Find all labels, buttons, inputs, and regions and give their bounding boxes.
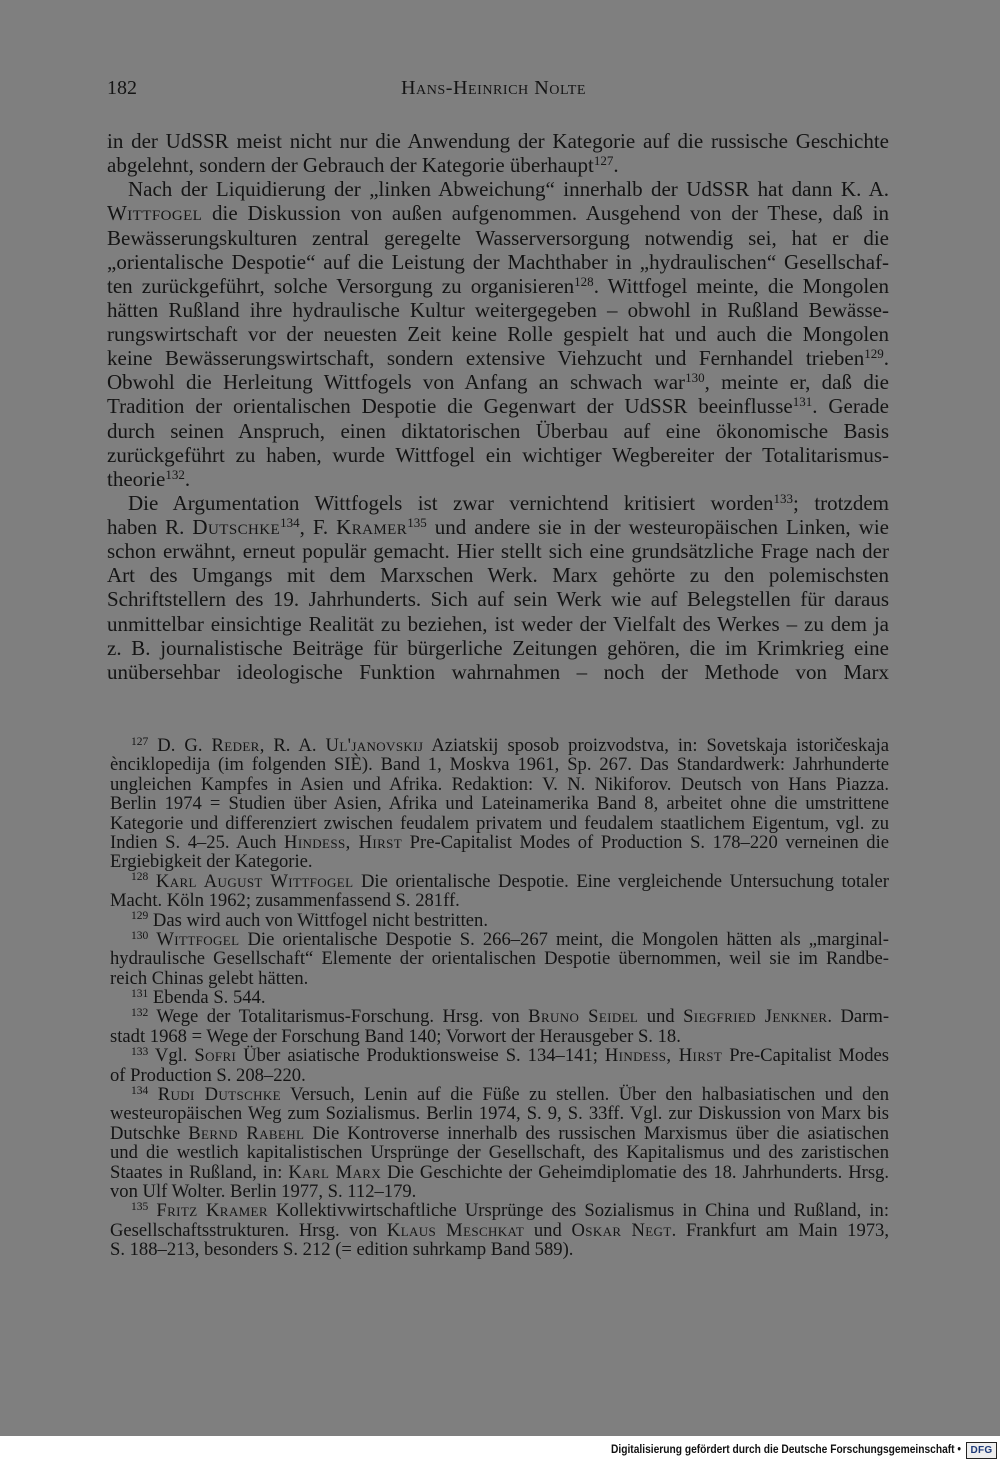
body-text [107,129,889,684]
line-content [107,129,889,153]
body-line [107,636,889,660]
dfg-logo-text: DFG [970,1445,993,1456]
line-content [107,660,889,684]
running-head-text: Hans-Heinrich Nolte [401,77,586,99]
small-caps-name: Dutschke [192,515,281,539]
small-caps-name: Kramer [336,515,408,539]
footnote-line [110,833,889,852]
line-content [107,515,889,539]
body-line [107,515,889,539]
funding-credit-text: Digitalisierung gefördert durch die Deutsche Forschungsgemeinschaft • [611,1444,961,1456]
body-line [107,612,889,636]
line-content [107,346,889,370]
line-content [131,1085,889,1104]
body-line [107,539,889,563]
line-content [131,988,266,1007]
dfg-logo [966,1442,997,1459]
body-line [107,346,889,370]
text-run: Die Geschichte der Geheimdiplomatie des 18. Jahrhunderts. Hrsg. [381,1161,890,1183]
footnote-line [110,1066,889,1085]
footnote-ref: 127 [593,152,614,168]
text-run: ènciklopedija (im folgenden SIÈ). Band 1, Moskva 1961, Sp. 267. Das Standardwerk: Jahrhunderte [110,754,889,776]
line-content [107,612,889,636]
line-content [110,969,308,988]
text-run: S. 188–213, besonders S. 212 (= edition suhrkamp Band 589). [110,1239,574,1261]
text-run: haben R. [107,515,193,539]
text-run: Die Kontroverse innerhalb des russischen Marxismus über die asiatischen [304,1122,889,1144]
text-run: und [524,1219,572,1241]
line-content [110,775,889,794]
small-caps-name: Hindess, Hirst [604,1045,723,1067]
footnote-ref: 129 [864,345,884,361]
line-content [128,491,889,515]
line-content [110,755,889,774]
small-caps-name: Hindess, Hirst [284,831,403,853]
text-run: of Production S. 208–220. [110,1064,306,1086]
footnote [110,1201,889,1259]
footnote-line [110,891,889,910]
line-content [107,467,190,491]
small-caps-name: Klaus Meschkat [386,1219,525,1241]
line-content [131,930,889,949]
line-content [107,563,889,587]
text-run: theorie [107,466,166,491]
small-caps-name: Wittfogel [156,928,240,950]
footnote-line [110,1201,889,1220]
line-content [110,794,889,813]
line-content [110,1143,889,1162]
footnote-line [110,911,889,930]
line-content [131,872,889,891]
line-content [110,1240,573,1259]
text-run: Aziatskij sposob proizvodstva, in: Sovetskaja istoričeskaja [423,735,890,756]
footnote-line [110,736,889,755]
text-run: , F. [299,515,337,539]
small-caps-name: Sofri [194,1045,237,1067]
line-content [107,394,889,418]
text-run: Schriftstellern des 19. Jahrhunderts. Sich auf sein Werk wie auf Belegstellen für daraus [107,587,889,612]
body-paragraph [107,491,889,684]
line-content [110,1104,889,1123]
line-content [107,587,889,611]
line-content [131,1201,889,1220]
text-run: westeuropäischen Weg zum Sozialismus. Berlin 1974, S. 9, S. 33ff. Vgl. zur Diskussion von Marx bis [110,1103,889,1125]
text-run: . [184,466,191,491]
body-line [107,491,889,515]
text-run [148,871,156,892]
text-run: Die Argumentation Wittfogels ist zwar vernichtend kritisiert worden [128,490,774,515]
text-run: Art des Umgangs mit dem Marxschen Werk. Marx gehörte zu den polemischsten [107,563,889,588]
line-content [110,814,889,833]
line-content [107,226,889,250]
line-content [110,1163,889,1182]
footnote [110,911,889,930]
footnote-line [110,794,889,813]
body-line [107,177,889,201]
line-content [107,322,889,346]
footnote-ref: 132 [165,466,185,482]
body-line [107,394,889,418]
text-run: Berlin 1974 = Studien über Asien, Afrika und Lateinamerika Band 8, arbeitet ohne die umstrittene [110,793,889,815]
body-line [107,226,889,250]
text-run: ungleichen Kampfes in Asien und Afrika. Redaktion: V. N. Nikiforov. Deutsch von Hans Piazza. [110,773,889,795]
line-content [110,852,313,871]
text-run: und die westlich kapitalistischen Ursprünge der Gesellschaft, des Kapitalismus und des zaristischen [110,1142,889,1164]
line-content [107,443,889,467]
small-caps-name: Reder [211,735,260,756]
text-run: Macht. Köln 1962; zusammenfassend S. 281ff. [110,890,460,912]
text-run: rungswirtschaft vor der neuesten Zeit keine Rolle gespielt hat und auch die Mongolen [107,322,889,346]
text-run: . Gerade [812,394,889,419]
body-line [107,250,889,274]
text-run: Wege der Totalitarismus-Forschung. Hrsg. von [148,1006,529,1028]
small-caps-name: Ul'janovskij [325,735,424,756]
text-run: von Ulf Wolter. Berlin 1977, S. 112–179. [110,1180,417,1202]
text-run: Versuch, Lenin auf die Füße zu stellen. Über den halbasiatischen und den [280,1084,889,1106]
text-run: . Frankfurt am Main 1973, [671,1219,890,1241]
text-run: Die orientalische Despotie S. 266–267 meint, die Mongolen hätten als „marginal- [239,928,889,950]
text-run: die Diskussion von außen aufgenommen. Ausgehend von der These, daß in [202,201,889,226]
body-line [107,129,889,153]
text-run: ; trotzdem [793,490,889,515]
footnote-ref: 135 [407,514,427,530]
funding-credit [611,1436,1000,1464]
body-line [107,274,889,298]
line-content [110,1124,889,1143]
line-content [107,153,619,177]
footnote-ref: 134 [280,514,300,530]
text-run: unmittelbar einsichtige Realität zu beziehen, ist weder der Vielfalt des Werkes – zu dem ja [107,611,889,636]
line-content [131,911,488,930]
text-run: stadt 1968 = Wege der Forschung Band 140; Vorwort der Herausgeber S. 18. [110,1025,681,1047]
footnote-line [110,1124,889,1143]
text-run: Nach der Liquidierung der „linken Abweichung“ innerhalb der UdSSR hat dann K. A. [128,177,889,202]
footnote-line [110,1046,889,1065]
text-run: D. G. [148,735,212,756]
body-line [107,419,889,443]
line-content [110,949,889,968]
line-content [110,1066,306,1085]
line-content [110,833,889,852]
footnote-number: 134 [131,1084,149,1097]
text-run: hätten Rußland ihre hydraulische Kultur weitergegeben – obwohl in Rußland Bewässe- [107,297,889,322]
footnote-line [110,949,889,968]
line-content [131,1007,889,1026]
footnote-line [110,1104,889,1123]
line-content [110,1221,889,1240]
text-run: Gesellschaftsstrukturen. Hrsg. von [110,1219,387,1241]
text-run: reich Chinas gelebt hätten. [110,967,309,989]
text-run: zurückgeführt zu haben, wurde Wittfogel ein wichtiger Wegbereiter der Totalitarismus- [107,442,889,467]
line-content [107,419,889,443]
text-run: Die orientalische Despotie. Eine vergleichende Untersuchung totaler [353,870,889,892]
footnote [110,872,889,911]
text-run: . [883,346,889,371]
text-run: keine Bewässerungswirtschaft, sondern extensive Viehzucht und Fernhandel trieben [107,346,865,371]
footnote-line [110,1163,889,1182]
footnote-ref: 130 [685,370,705,386]
footnote-line [110,814,889,833]
text-run: Vgl. [148,1045,195,1067]
footnote-line [110,755,889,774]
footnote-line [110,1182,889,1201]
small-caps-name: Karl August Wittfogel [155,870,354,892]
footnote-number: 129 [131,910,149,923]
line-content [107,539,889,563]
text-run [148,1084,157,1105]
footnote-ref: 133 [773,490,794,506]
text-run: Indien S. 4–25. Auch [110,831,285,853]
text-run: in der UdSSR meist nicht nur die Anwendung der Kategorie auf die russische Geschichte [107,129,889,153]
text-run: Bewässerungskulturen zentral geregelte Wasserversorgung notwendig sei, hat er die [107,225,889,250]
footnote-line [110,930,889,949]
small-caps-name: Rudi Dutschke [157,1084,281,1106]
text-run: Kategorie und differenziert zwischen feudalem privatem und feudalem staatlichem Eigentum, vgl. zu [110,812,889,834]
footnote [110,736,889,872]
text-run: Kollektivwirtschaftliche Ursprünge des Sozialismus in China und Rußland, in: [267,1200,889,1222]
footnote [110,1007,889,1046]
text-run: Ergiebigkeit der Kategorie. [110,851,313,873]
text-run: z. B. journalistische Beiträge für bürgerliche Zeitungen gehören, die im Krimkrieg eine [107,635,889,660]
footnote [110,1046,889,1085]
small-caps-name: Siegfried Jenkner [683,1006,828,1028]
footnote [110,988,889,1007]
footnote-number: 135 [131,1201,149,1214]
text-run: . Wittfogel meinte, die Mongolen [593,273,889,298]
line-content [131,736,889,755]
small-caps-name: Bruno Seidel [528,1006,639,1028]
text-run: Über asiatische Produktionsweise S. 134–141; [236,1045,605,1067]
footnote-line [110,1240,889,1259]
line-content [107,250,889,274]
small-caps-name: Bernd Rabehl [188,1122,305,1144]
footnote-number: 131 [131,987,149,1000]
line-content [110,1182,416,1201]
body-line [107,153,889,177]
text-run: Pre-Capitalist Modes of Production S. 178–220 verneinen die [402,831,889,853]
text-run: . [613,153,619,178]
footnote-ref: 131 [792,394,813,410]
text-run: ten zurückgeführt, solche Versorgung zu organisieren [107,273,575,298]
body-line [107,587,889,611]
line-content [107,298,889,322]
text-run: Pre-Capitalist Modes [722,1045,890,1067]
footnote [110,1085,889,1201]
footnote-line [110,852,889,871]
line-content [110,891,460,910]
footnote-line [110,1007,889,1026]
footnote [110,930,889,988]
body-line [107,298,889,322]
line-content [110,1027,681,1046]
small-caps-name: Wittfogel [107,201,203,226]
text-run: Ebenda S. 544. [148,987,266,1009]
footnote-number: 132 [131,1007,149,1020]
text-run: unübersehbar ideologische Funktion wahrnahmen – noch der Methode von Marx [107,659,889,684]
line-content [107,370,889,394]
footnote-number: 130 [131,929,149,942]
body-paragraph [107,177,889,491]
page-number: 182 [107,77,137,99]
body-line [107,322,889,346]
body-line [107,467,889,491]
body-line [107,660,889,684]
footnote-line [110,1027,889,1046]
text-run: Tradition der orientalischen Despotie die Gegenwart der UdSSR beeinflusse [107,394,793,419]
text-run: Das wird auch von Wittfogel nicht bestritten. [148,909,488,931]
text-run: abgelehnt, sondern der Gebrauch der Kategorie überhaupt [107,153,594,178]
small-caps-name: Karl Marx [288,1161,382,1183]
footnote-line [110,872,889,891]
body-line [107,201,889,225]
text-run: hydraulische Gesellschaft“ Elemente der orientalischen Despotie übernommen, weil sie im Randbe- [110,948,889,970]
body-line [107,563,889,587]
line-content [107,636,889,660]
footnote-line [110,1085,889,1104]
line-content [107,201,889,225]
text-run: . Darm- [827,1006,890,1028]
footnote-ref: 128 [574,273,594,289]
footnote-number: 133 [131,1045,149,1058]
footnotes [110,736,889,1260]
text-run: Obwohl die Herleitung Wittfogels von Anfang an schwach war [107,370,686,395]
text-run: Staates in Rußland, in: [110,1161,289,1183]
text-run: durch seinen Anspruch, einen diktatorischen Überbau auf eine ökonomische Basis [107,418,889,443]
text-run: und [638,1006,684,1028]
small-caps-name: Fritz Kramer [156,1200,268,1222]
line-content [107,274,889,298]
text-run: schon erwähnt, erneut populär gemacht. Hier stellt sich eine grundsätzliche Frage nach der [107,539,889,564]
small-caps-name: Oskar Negt [571,1219,672,1241]
body-line [107,370,889,394]
footnote-line [110,1221,889,1240]
footnote-line [110,775,889,794]
text-run: , meinte er, daß die [704,370,889,395]
footnote-line [110,969,889,988]
text-run: , R. A. [259,735,326,756]
body-paragraph [107,129,889,177]
running-head [401,76,585,100]
text-run: und andere sie in der westeuropäischen Linken, wie [426,515,890,539]
text-run: Dutschke [110,1122,189,1144]
body-line [107,443,889,467]
text-run: „orientalische Despotie“ auf die Leistung der Machthaber in „hydraulischen“ Gesellschaf- [107,249,889,274]
footnote-line [110,988,889,1007]
line-content [131,1046,889,1065]
digitization-footer [0,1436,1000,1464]
footnote-line [110,1143,889,1162]
footnote-number: 127 [131,735,149,748]
line-content [128,177,889,201]
footnote-number: 128 [131,871,149,884]
